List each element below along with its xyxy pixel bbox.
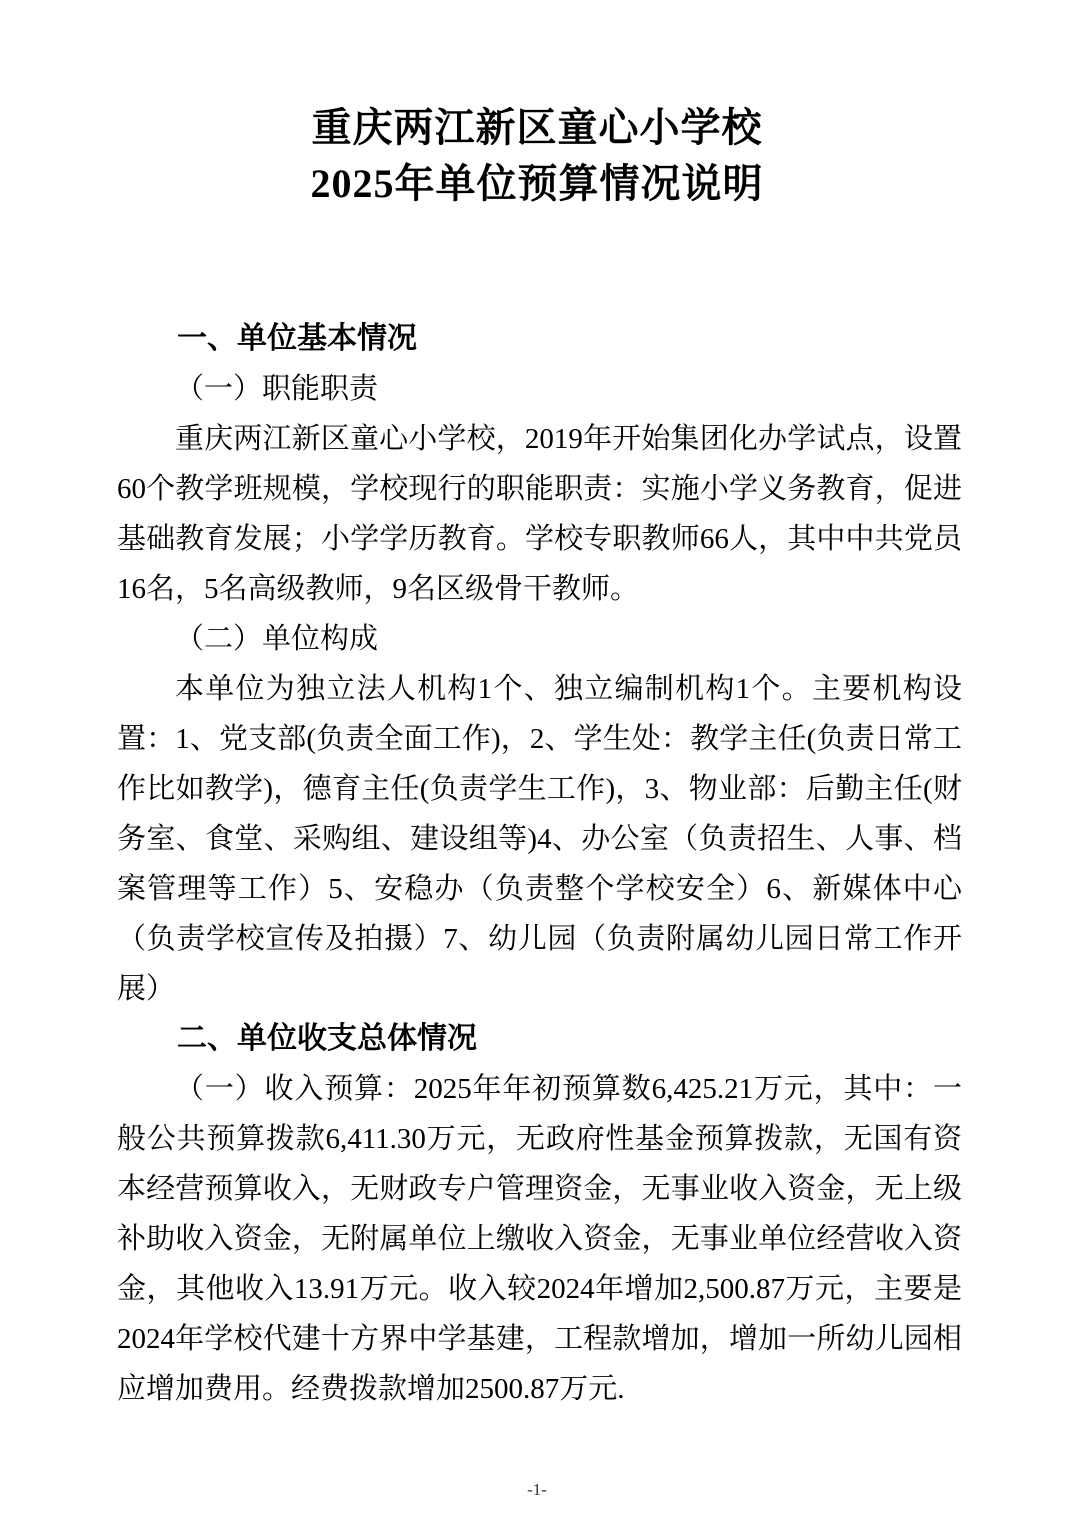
document-title-line2: 2025年单位预算情况说明 xyxy=(310,161,764,206)
paragraph-duties: 重庆两江新区童心小学校，2019年开始集团化办学试点，设置60个教学班规模，学校现行的职能职责：实施小学义务教育，促进基础教育发展；小学学历教育。学校专职教师66人，其中中共党员16名，5名高级教师，9名区级骨干教师。 xyxy=(117,423,962,605)
subsection-heading-duties: （一）职能职责 xyxy=(175,373,379,405)
document-body xyxy=(117,314,962,1414)
document-title-line1: 重庆两江新区童心小学校 xyxy=(311,105,763,150)
page-number: -1- xyxy=(527,1480,547,1499)
paragraph-composition: 本单位为独立法人机构1个、独立编制机构1个。主要机构设置：1、党支部(负责全面工作)，2、学生处：教学主任(负责日常工作比如教学)，德育主任(负责学生工作)，3、物业部：后勤主任(财务室、食堂、采购组、建设组等)4、办公室（负责招生、人事、档案管理等工作）5、安稳办（负责整个学校安全）6、新媒体中心（负责学校宣传及拍摄）7、幼儿园（负责附属幼儿园日常工作开展） xyxy=(117,673,962,1005)
section-heading-basic-info: 一、单位基本情况 xyxy=(177,322,417,355)
paragraph-income-budget: （一）收入预算：2025年年初预算数6,425.21万元，其中：一般公共预算拨款6,411.30万元，无政府性基金预算拨款，无国有资本经营预算收入，无财政专户管理资金，无事业收入资金，无上级补助收入资金，无附属单位上缴收入资金，无事业单位经营收入资金，其他收入13.91万元。收入较2024年增加2,500.87万元，主要是2024年学校代建十方界中学基建，工程款增加，增加一所幼儿园相应增加费用。经费拨款增加2500.87万元. xyxy=(117,1073,962,1405)
section-heading-budget-overview: 二、单位收支总体情况 xyxy=(177,1022,477,1055)
document-title xyxy=(0,0,1074,212)
subsection-heading-composition: （二）单位构成 xyxy=(175,623,379,655)
